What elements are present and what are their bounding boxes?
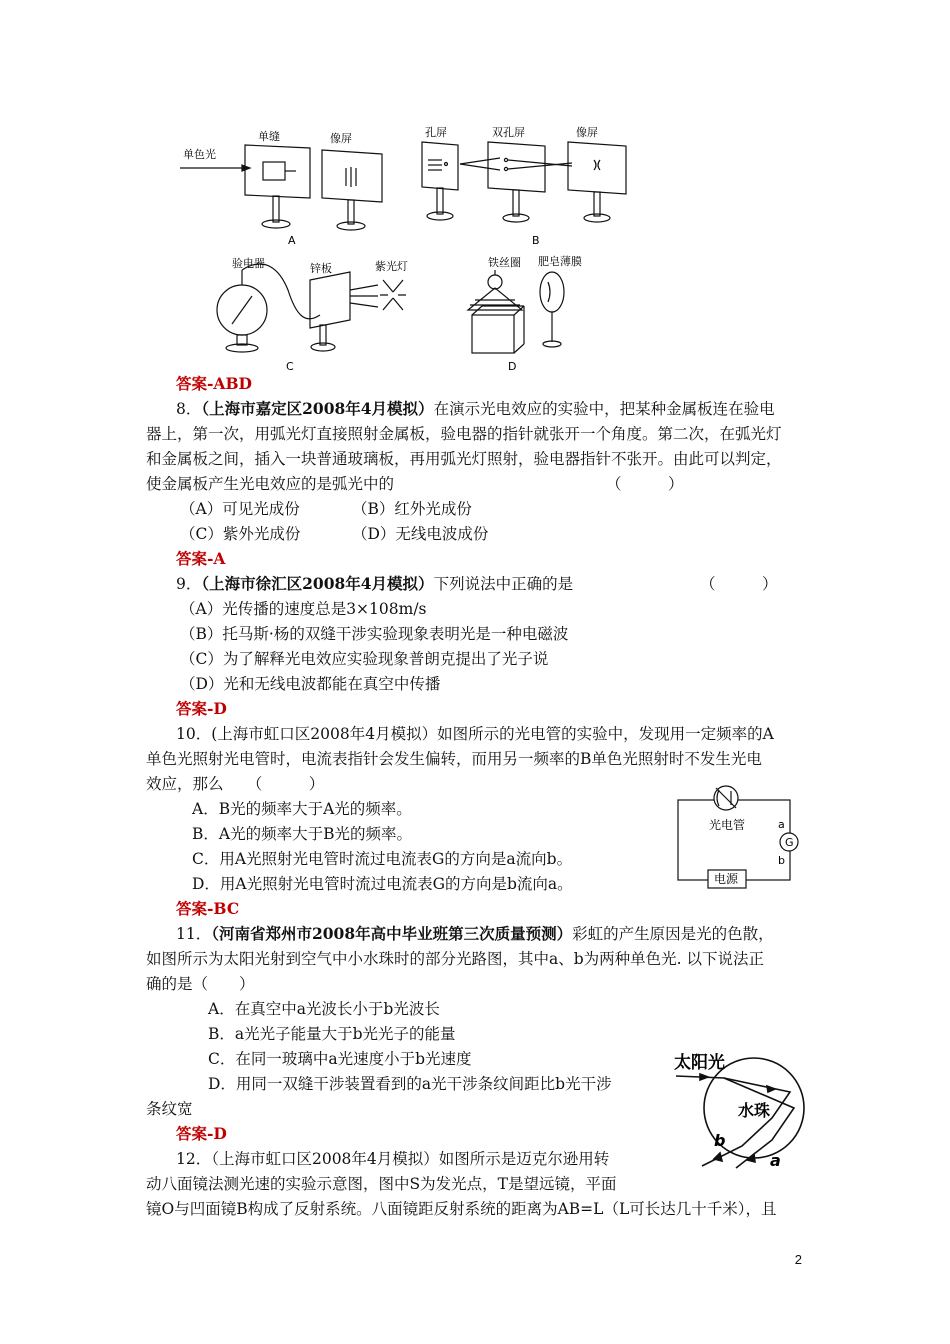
hole-screen (422, 142, 458, 190)
q10-answer: 答案-BC (176, 899, 240, 918)
image-screen-a (322, 150, 382, 202)
q11-text-1: 彩虹的产生原因是光的色散， (572, 925, 774, 943)
photocell-label: 光电管 (709, 818, 746, 832)
fig-c-label-electroscope: 验电器 (232, 257, 265, 270)
terminal-a-label: a (778, 818, 785, 831)
q9-option-a: （A）光传播的速度总是3×108m/s (180, 600, 427, 618)
q12-line-3: 镜O与凹面镜B构成了反射系统。八面镜距反射系统的距离为AB=L（L可长达几十千米），且 (146, 1200, 777, 1218)
q8-text-1: 在演示光电效应的实验中，把某种金属板连在验电 (433, 400, 775, 418)
q11-source: （河南省郑州市2008年高中毕业班第三次质量预测） (211, 924, 573, 943)
fig-a-label-screen: 像屏 (330, 132, 352, 145)
q11-line-1 (176, 922, 774, 946)
slit-screen (245, 145, 310, 198)
photocell-circuit-figure (672, 782, 802, 892)
uv-lamp (380, 280, 406, 310)
fig-a-label-mono: 单色光 (183, 148, 216, 161)
q11-answer: 答案-D (176, 1124, 227, 1143)
q9-option-b: （B）托马斯·杨的双缝干涉实验现象表明光是一种电磁波 (180, 625, 569, 643)
fig-d-label-wire: 铁丝圈 (488, 256, 521, 269)
q8-answer: 答案-A (176, 549, 226, 568)
q9-bracket: （ ） (700, 575, 778, 593)
q11-option-c: C．在同一玻璃中a光速度小于b光速度 (208, 1050, 472, 1068)
power-source-label: 电源 (714, 872, 739, 886)
q8-line-3: 和金属板之间，插入一块普通玻璃板，再用弧光灯照射，验电器指针不张开。由此可以判定， (146, 450, 782, 468)
q7-answer: 答案-ABD (176, 374, 253, 393)
soap-film (540, 272, 564, 312)
q8-option-a: （A）可见光成份 (180, 500, 300, 518)
galvanometer-label: G (785, 836, 794, 849)
fig-a-label-slit: 单缝 (258, 130, 280, 143)
q8-option-d: （D）无线电波成份 (352, 525, 489, 543)
q8-option-c: （C）紫外光成份 (180, 525, 301, 543)
circuit-wire (678, 800, 790, 880)
q11-option-a: A．在真空中a光波长小于b光波长 (208, 1000, 440, 1018)
double-hole-screen (488, 142, 545, 192)
fig-b-caption: B (532, 234, 540, 247)
q9-option-c: （C）为了解释光电效应实验现象普朗克提出了光子说 (180, 650, 549, 668)
ray-a-label: a (770, 1151, 781, 1170)
q12-line-2: 动八面镜法测光速的实验示意图，图中S为发光点，T是望远镜，平面 (146, 1175, 617, 1193)
fig-b-label-hole: 孔屏 (425, 126, 447, 139)
fig-b-label-screen: 像屏 (576, 126, 598, 139)
fig-b-label-double: 双孔屏 (492, 126, 525, 139)
q11-option-b: B．a光光子能量大于b光光子的能量 (208, 1025, 456, 1043)
fig-c-label-uv: 紫光灯 (375, 260, 408, 273)
q11-option-d: D．用同一双缝干涉装置看到的a光干涉条纹间距比b光干涉 (208, 1075, 612, 1093)
water-droplet-figure (672, 1048, 812, 1170)
q8-line-4: 使金属板产生光电效应的是弧光中的 (146, 475, 395, 493)
q10-line-3: 效应，那么 （ ） (146, 775, 325, 793)
q11-line-3: 确的是（ ） (146, 975, 255, 993)
q8-option-b: （B）红外光成份 (352, 500, 472, 518)
q9-line-1 (176, 572, 573, 596)
fig-d-caption: D (508, 360, 517, 373)
image-screen-b (568, 142, 626, 194)
q10-option-c: C．用A光照射光电管时流过电流表G的方向是a流向b。 (192, 850, 573, 868)
zinc-plate (310, 272, 350, 328)
q10-option-d: D．用A光照射光电管时流过电流表G的方向是b流向a。 (192, 875, 573, 893)
q8-line-2: 器上，第一次，用弧光灯直接照射金属板，验电器的指针就张开一个角度。第二次，在弧光灯 (146, 425, 782, 443)
fig-c-caption: C (286, 360, 294, 373)
q10-line-2: 单色光照射光电管时，电流表指针会发生偏转，而用另一频率的B单色光照射时不发生光电 (146, 750, 762, 768)
q9-stem: 下列说法中正确的是 (433, 575, 574, 593)
q9-answer: 答案-D (176, 699, 227, 718)
q10-line-1: 10．(上海市虹口区2008年4月模拟）如图所示的光电管的实验中，发现用一定频率的A (176, 725, 774, 743)
page-number: 2 (794, 1252, 802, 1267)
ray-b-label: b (714, 1131, 726, 1150)
q8-number: 8． (176, 400, 202, 418)
q12-line-1: 12．（上海市虹口区2008年4月模拟）如图所示是迈克尔逊用转 (176, 1150, 610, 1168)
q9-option-d: （D）光和无线电波都能在真空中传播 (180, 675, 441, 693)
q11-line-2: 如图所示为太阳光射到空气中小水珠时的部分光路图，其中a、b为两种单色光. 以下说法正 (146, 950, 765, 968)
q8-bracket: （ ） (606, 475, 684, 493)
sunlight-label: 太阳光 (674, 1053, 725, 1073)
q8-source: （上海市嘉定区2008年4月模拟） (201, 399, 434, 418)
fig-a-caption: A (288, 234, 296, 247)
burner-box (472, 315, 514, 353)
q10-option-a: A．B光的频率大于A光的频率。 (192, 800, 412, 818)
q9-source: （上海市徐汇区2008年4月模拟） (201, 574, 434, 593)
fig-d-label-soap: 肥皂薄膜 (538, 255, 582, 268)
q8-line-1 (176, 397, 775, 421)
fig-c-label-zinc: 锌板 (310, 262, 332, 275)
q10-option-b: B．A光的频率大于B光的频率。 (192, 825, 412, 843)
q11-number: 11． (176, 925, 212, 943)
q9-number: 9． (176, 575, 202, 593)
droplet-label: 水珠 (738, 1101, 771, 1120)
q11-option-d-cont: 条纹宽 (146, 1100, 193, 1118)
flame-plate (468, 288, 522, 310)
terminal-b-label: b (778, 854, 785, 867)
apparatus-figure (170, 120, 630, 375)
